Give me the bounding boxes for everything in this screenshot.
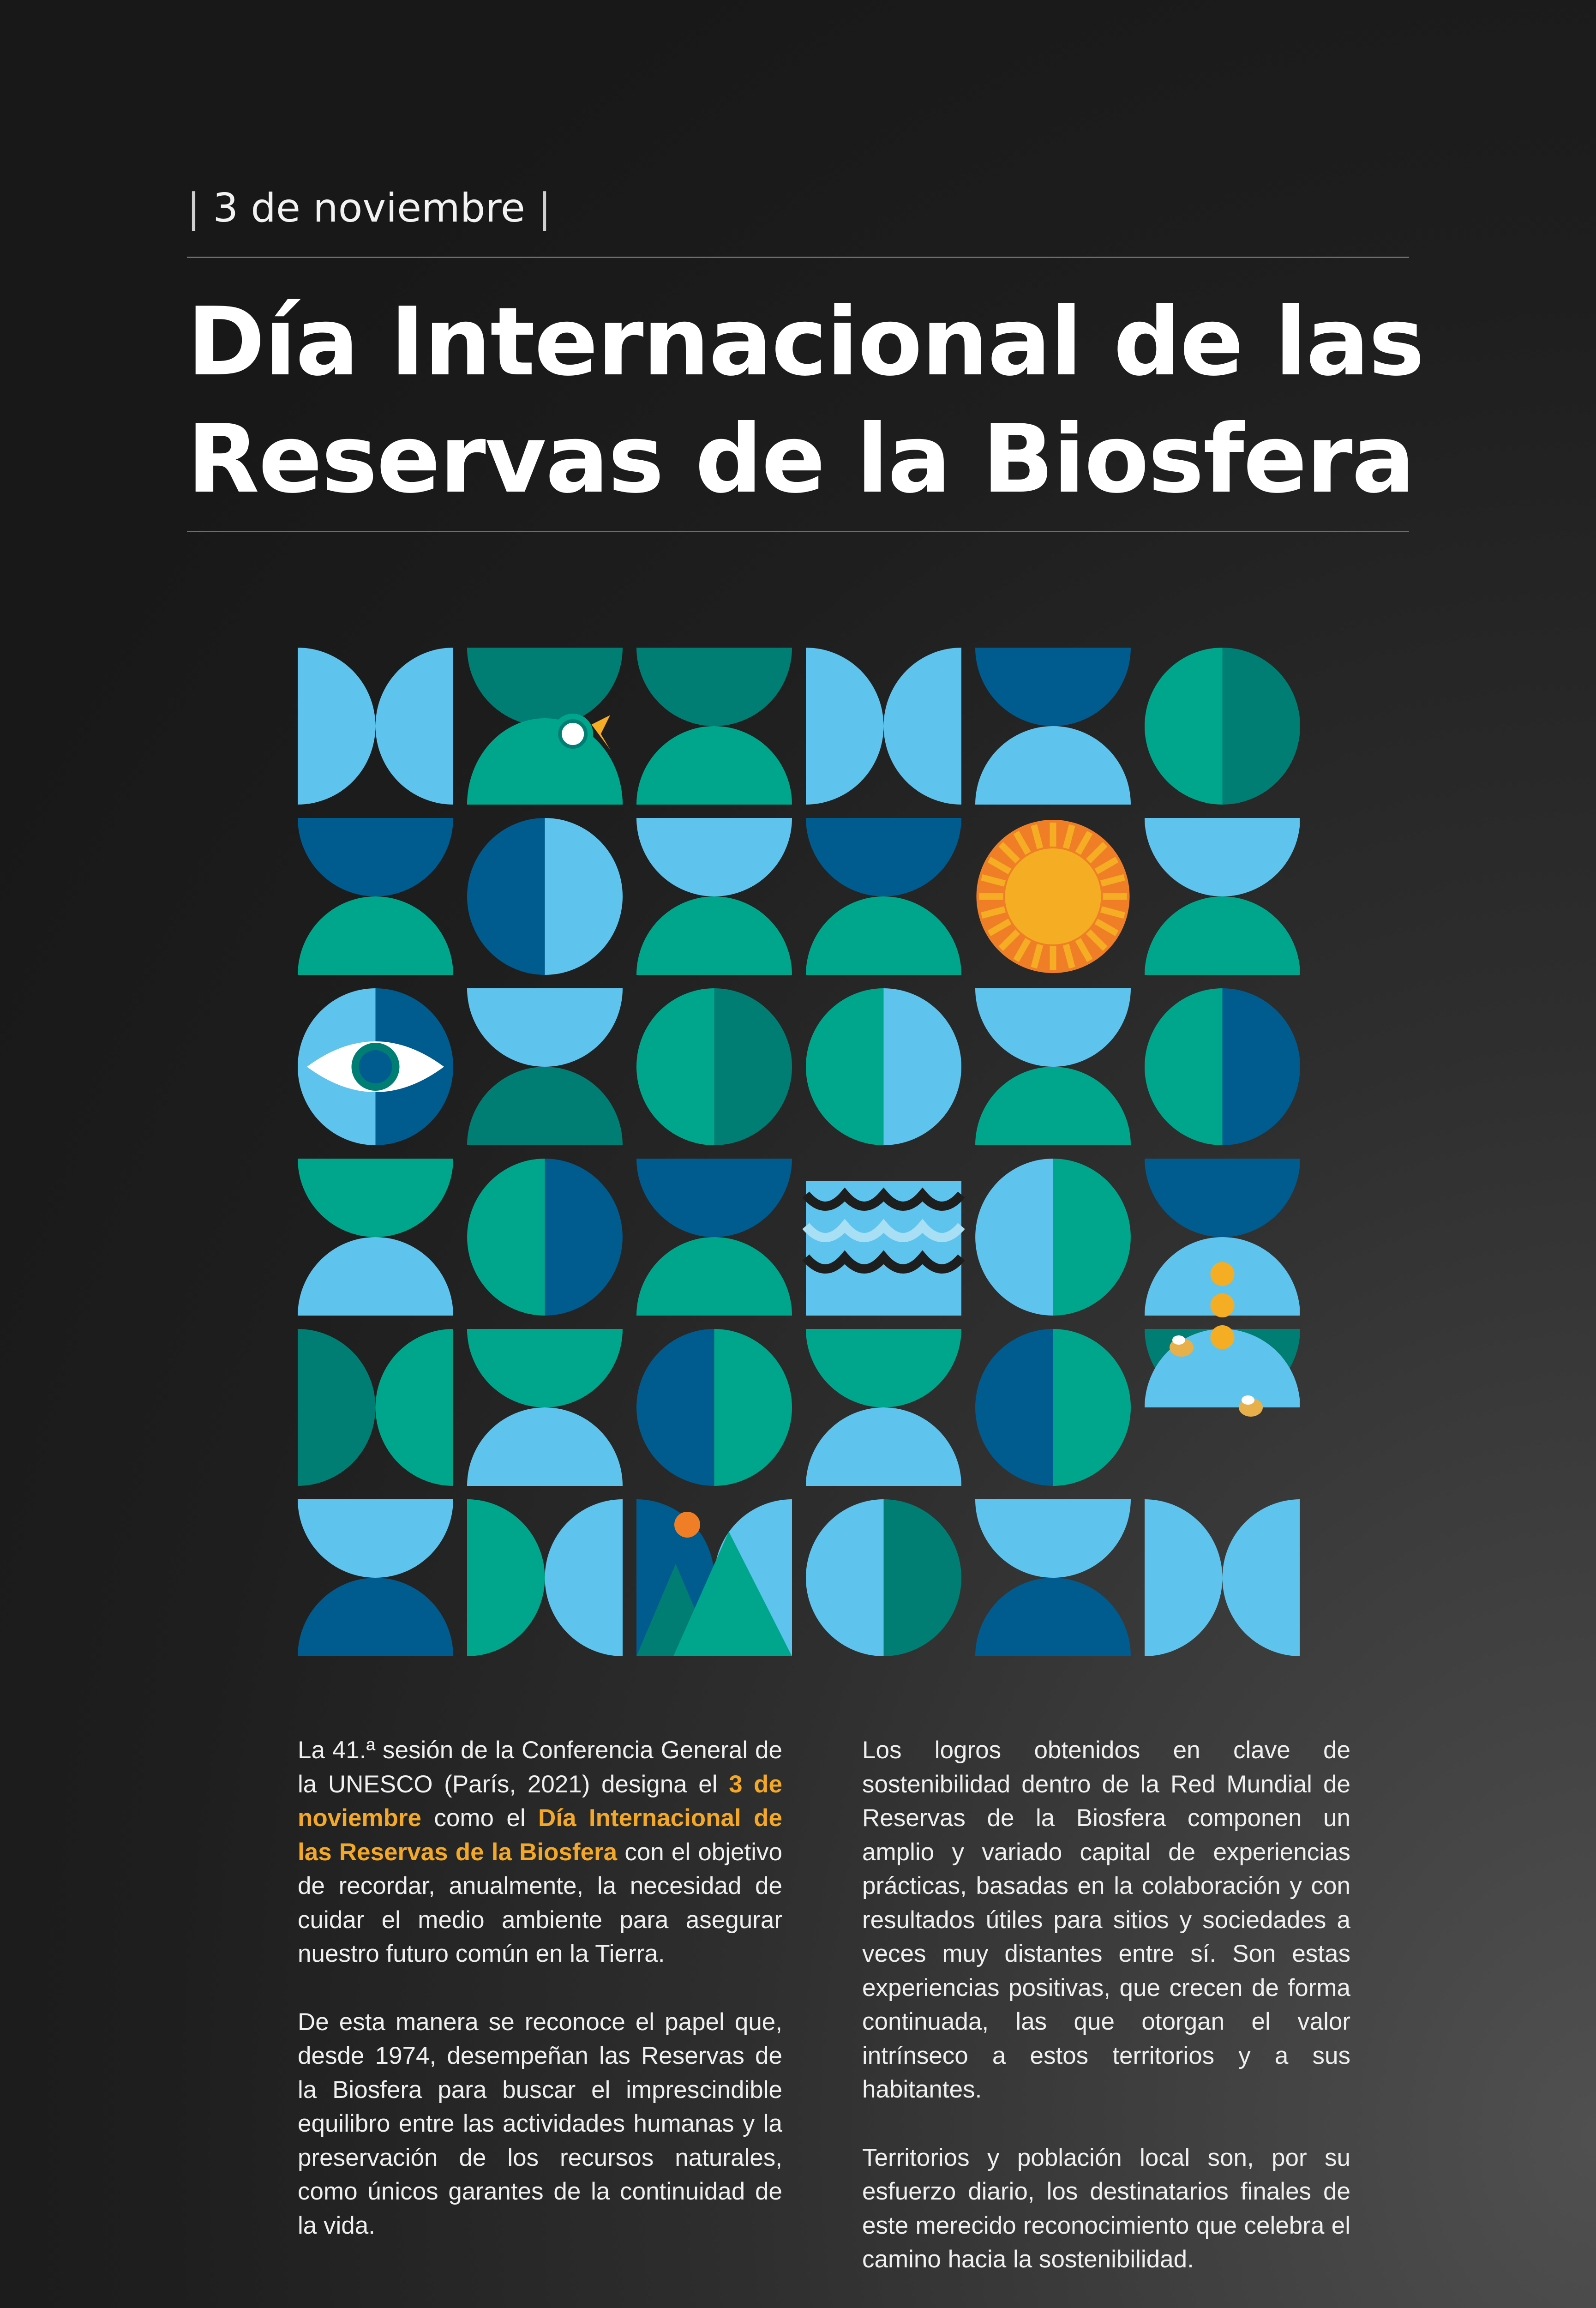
pattern-grid — [298, 648, 1300, 1656]
tile-bowl — [975, 648, 1131, 726]
tile-dome — [806, 896, 961, 975]
tile-dome — [467, 1407, 623, 1486]
left-paragraph-2: De esta manera se reconoce el papel que, desde 1974, desempeñan las Reservas de la Biosfera para buscar el imprescindible equilibro entre las actividades humanas y la preservación de los recursos naturales, como únicos garantes de la continuidad de la vida. — [298, 2008, 782, 2239]
tile-bowl — [636, 648, 792, 726]
date-right-bar: | — [538, 185, 552, 231]
tile-dome — [806, 1407, 961, 1486]
tile-right-half — [545, 1499, 623, 1656]
tile-left-half — [467, 1159, 545, 1316]
tile-left-half — [975, 1329, 1053, 1486]
tile-right-half — [1223, 988, 1300, 1145]
sun-core — [1005, 848, 1101, 944]
tile-left-half — [298, 648, 376, 805]
tile-right-half — [884, 648, 962, 805]
tile-right-half — [1053, 1159, 1131, 1316]
top-divider — [187, 257, 1409, 258]
tile-right-half — [884, 988, 962, 1145]
date-left-bar: | — [187, 185, 200, 231]
tile-bowl — [1145, 1159, 1300, 1237]
p1-text-a: La 41.ª sesión de la Conferencia General de la UNESCO (París, 2021) designa el — [298, 1737, 782, 1798]
tile-left-half — [636, 988, 714, 1145]
p1-highlight-date: 3 de noviembre — [298, 1770, 782, 1832]
p1-text-b: como el — [421, 1804, 539, 1832]
tile-bowl — [298, 1499, 453, 1578]
pollen-dot — [1211, 1293, 1235, 1317]
tile-left-half — [467, 818, 545, 975]
tile-right-half — [545, 818, 623, 975]
tile-left-half — [636, 1329, 714, 1486]
tile-right-half — [376, 1329, 454, 1486]
tile-right-half — [1223, 648, 1300, 805]
tile-right-half — [714, 988, 792, 1145]
tile-left-half — [298, 1329, 376, 1486]
tile-bowl — [298, 818, 453, 896]
tile-bowl — [467, 1329, 623, 1407]
tile-dome — [298, 1237, 453, 1316]
title-divider — [187, 531, 1409, 532]
right-paragraph-1: Los logros obtenidos en clave de sostenibilidad dentro de la Red Mundial de Reservas de la Biosfera componen un amplio y variado capital de experiencias prácticas, basadas en la colaboración y con resultados útiles para sitios y sociedades a veces muy distantes entre sí. Son estas experiencias positivas, que crecen de forma continuada, las que otorgan el valor intrínseco a estos territorios y a sus habitantes. — [862, 1737, 1350, 2103]
tile-dome — [975, 1067, 1131, 1145]
right-text-column — [862, 1733, 1350, 2308]
tile-bowl — [1145, 818, 1300, 896]
tile-left-half — [467, 1499, 545, 1656]
tile-bowl — [975, 1499, 1131, 1578]
tile-dome — [298, 896, 453, 975]
pollen-dot — [1211, 1262, 1235, 1286]
pollen-dot — [1211, 1325, 1235, 1349]
tile-right-half — [1223, 1499, 1300, 1656]
tile-left-half — [806, 988, 884, 1145]
tile-bowl — [467, 648, 623, 726]
left-paragraph-1 — [298, 1733, 782, 1971]
bee-wing — [1242, 1395, 1254, 1405]
title-line-1: Día Internacional de las — [187, 288, 1424, 397]
tile-left-half — [1145, 1499, 1223, 1656]
event-date — [187, 185, 552, 231]
p1-text-c: con el objetivo de recordar, anualmente, la necesidad de cuidar el medio ambiente para asegurar nuestro futuro común en la Tierra. — [298, 1838, 783, 1967]
tile-bowl — [636, 1159, 792, 1237]
tile-right-half — [1053, 1329, 1131, 1486]
tile-left-half — [975, 1159, 1053, 1316]
biosphere-illustration — [298, 648, 1300, 1657]
p1-highlight-day-name: Día Internacional de las Reservas de la Biosfera — [298, 1804, 782, 1866]
tile-dome — [975, 726, 1131, 805]
tile-bowl — [806, 818, 961, 896]
tile-dome — [1145, 896, 1300, 975]
tile-bowl — [298, 1159, 453, 1237]
tile-right-half — [376, 648, 454, 805]
tile-left-half — [1145, 648, 1223, 805]
left-text-column — [298, 1733, 782, 2277]
tile-left-half — [806, 648, 884, 805]
sun-dot-icon — [674, 1512, 700, 1538]
tile-bowl — [636, 818, 792, 896]
date-text: 3 de noviembre — [213, 185, 525, 231]
tile-dome — [298, 1578, 453, 1656]
page-title — [187, 284, 1433, 518]
bee-wing — [1172, 1335, 1185, 1345]
tile-dome — [636, 896, 792, 975]
tile-dome — [467, 1067, 623, 1145]
tile-bowl — [467, 988, 623, 1067]
tile-dome — [636, 726, 792, 805]
right-paragraph-2: Territorios y población local son, por su esfuerzo diario, los destinatarios finales de este merecido reconocimiento que celebra el camino hacia la sostenibilidad. — [862, 2144, 1350, 2273]
eye-pupil — [359, 1050, 392, 1083]
tile-bowl — [806, 1329, 961, 1407]
tile-right-half — [545, 1159, 623, 1316]
tile-dome — [636, 1237, 792, 1316]
title-line-2: Reservas de la Biosfera — [187, 405, 1415, 514]
tile-right-half — [714, 1329, 792, 1486]
tile-left-half — [1145, 988, 1223, 1145]
tile-bowl — [975, 988, 1131, 1067]
tile-right-half — [884, 1499, 962, 1656]
tile-dome — [975, 1578, 1131, 1656]
bird-eye — [560, 721, 586, 747]
tile-left-half — [806, 1499, 884, 1656]
